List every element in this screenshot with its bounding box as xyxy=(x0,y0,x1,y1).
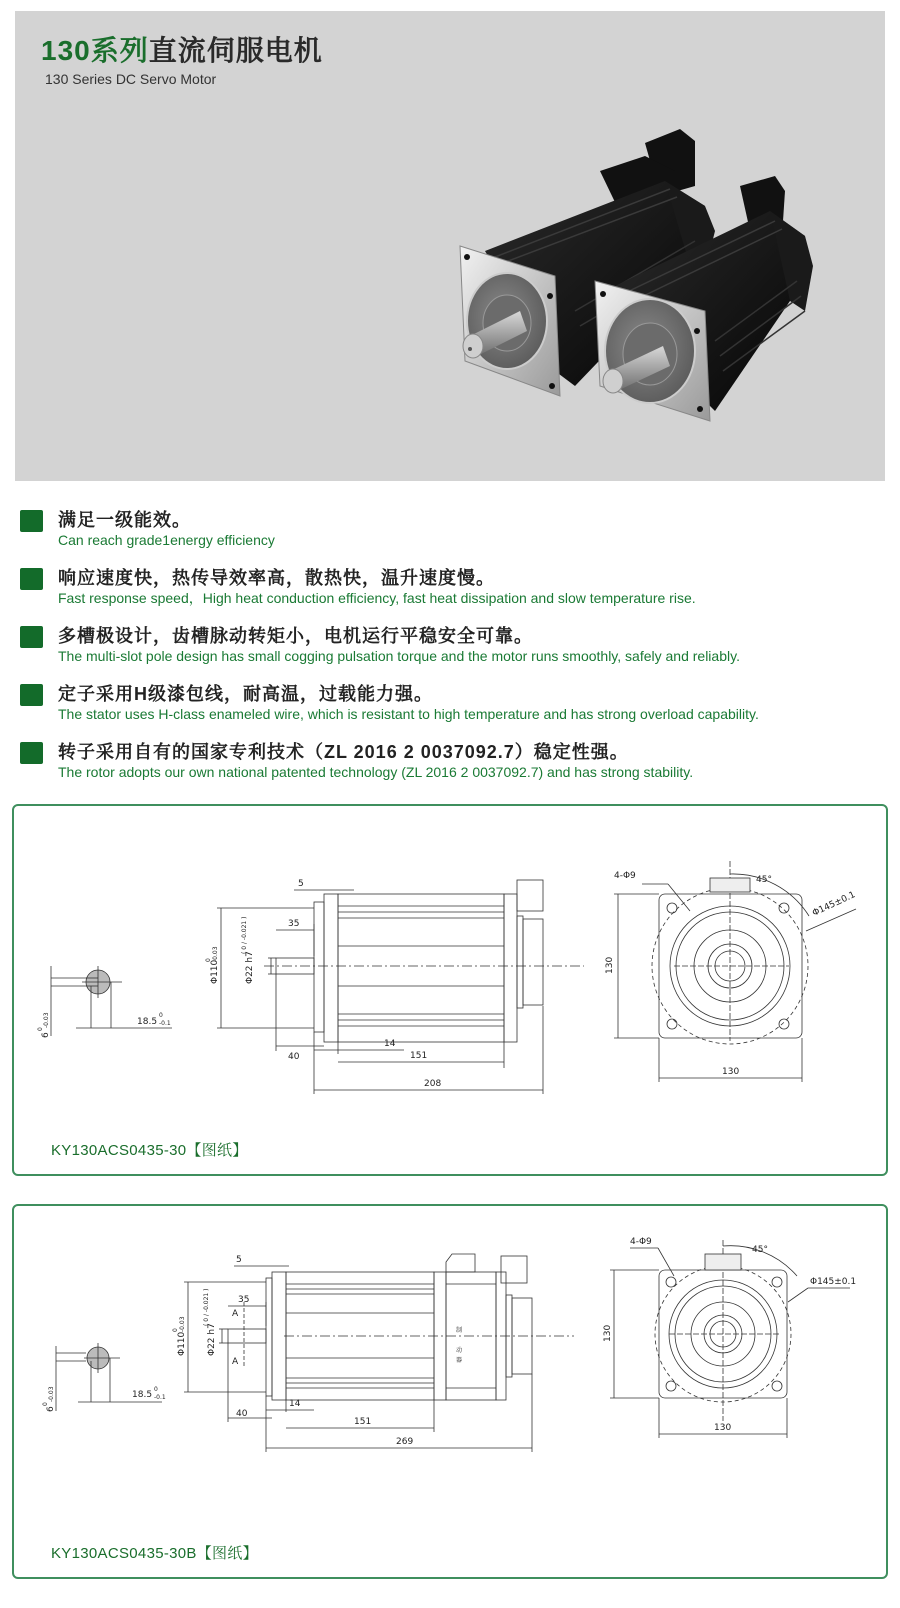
square-bullet-icon xyxy=(20,626,43,648)
dim-front-to-flange: 40 xyxy=(236,1409,248,1419)
feature-cn: 满足一级能效。 xyxy=(58,510,191,530)
dim-flange-thickness: 14 xyxy=(289,1399,301,1409)
technical-drawing-icon xyxy=(14,1206,890,1581)
shaft-section-view xyxy=(42,1343,166,1412)
title-highlight: 130系列 xyxy=(41,35,149,66)
feature-cn: 定子采用H级漆包线，耐高温，过载能力强。 xyxy=(58,684,433,704)
feature-cn: 多槽极设计，齿槽脉动转矩小，电机运行平稳安全可靠。 xyxy=(58,626,533,646)
dim-mounting-holes: 4-Φ9 xyxy=(614,871,636,881)
front-view xyxy=(603,1237,856,1438)
dim-body-length: 151 xyxy=(354,1417,372,1427)
dim-key-depth: 18.5 xyxy=(137,1017,158,1027)
dim-square-width: 130 xyxy=(714,1423,732,1433)
dim-shaft-dia: Φ22 h7 xyxy=(207,1323,217,1356)
dim-flange-gap: 5 xyxy=(236,1255,242,1265)
svg-text:0: 0 xyxy=(172,1328,179,1332)
svg-text:-0.1: -0.1 xyxy=(154,1394,166,1401)
dim-front-to-flange: 40 xyxy=(288,1052,300,1062)
svg-text:A: A xyxy=(232,1357,239,1367)
technical-drawing-icon xyxy=(14,806,890,1178)
svg-text:( 0 / -0.021 ): ( 0 / -0.021 ) xyxy=(203,1288,210,1326)
svg-text:0: 0 xyxy=(37,1027,44,1031)
dim-square-height: 130 xyxy=(605,956,615,974)
dim-total-length: 269 xyxy=(396,1437,414,1447)
svg-text:0: 0 xyxy=(205,958,212,962)
feature-en: Can reach grade1energy efficiency xyxy=(58,532,275,548)
dim-body-length: 151 xyxy=(410,1051,428,1061)
drawing-caption: KY130ACS0435-30B【图纸】 xyxy=(51,1545,258,1562)
dim-shaft-length: 35 xyxy=(288,919,300,929)
feature-item xyxy=(20,509,890,567)
dim-spigot-dia: Φ110 xyxy=(210,959,220,984)
svg-text:0: 0 xyxy=(154,1386,158,1393)
dim-flange-gap: 5 xyxy=(298,879,304,889)
square-bullet-icon xyxy=(20,568,43,590)
feature-en: The stator uses H-class enameled wire, which is resistant to high temperature and has strong overload capability. xyxy=(58,706,759,722)
feature-item xyxy=(20,683,890,741)
feature-item xyxy=(20,625,890,683)
svg-text:-0.1: -0.1 xyxy=(159,1020,171,1027)
dim-pcd: Φ145±0.1 xyxy=(811,890,858,919)
feature-cn: 转子采用自有的国家专利技术（ZL 2016 2 0037092.7）稳定性强。 xyxy=(58,742,629,762)
dim-angle: 45° xyxy=(752,1245,768,1255)
dim-key-depth: 18.5 xyxy=(132,1390,153,1400)
svg-text:器: 器 xyxy=(456,1357,463,1364)
svg-text:-0.03: -0.03 xyxy=(212,946,219,962)
dim-total-length: 208 xyxy=(424,1079,442,1089)
dim-flange-thickness: 14 xyxy=(384,1039,396,1049)
drawing-card-brake xyxy=(12,1204,888,1579)
title-rest: 直流伺服电机 xyxy=(148,35,323,66)
dim-square-width: 130 xyxy=(722,1067,740,1077)
section-mark-a: A xyxy=(232,1309,239,1319)
dim-shaft-dia: Φ22 h7 xyxy=(245,951,255,984)
feature-list xyxy=(20,509,890,799)
square-bullet-icon xyxy=(20,742,43,764)
svg-text:-0.03: -0.03 xyxy=(43,1012,50,1028)
dim-spigot-dia: Φ110 xyxy=(177,1331,187,1356)
dim-pcd: Φ145±0.1 xyxy=(810,1277,857,1287)
square-bullet-icon xyxy=(20,510,43,532)
front-view xyxy=(605,861,857,1082)
feature-en: The multi-slot pole design has small cogging pulsation torque and the motor runs smoothly, safely and reliably. xyxy=(58,648,740,664)
side-view xyxy=(205,879,584,1094)
page-title xyxy=(41,35,323,67)
side-view xyxy=(172,1254,574,1452)
hero-banner xyxy=(15,11,885,481)
svg-text:0: 0 xyxy=(159,1012,163,1019)
svg-text:0: 0 xyxy=(42,1402,49,1406)
drawing-card-standard xyxy=(12,804,888,1176)
feature-en: The rotor adopts our own national patented technology (ZL 2016 2 0037092.7) and has strong stability. xyxy=(58,764,694,780)
square-bullet-icon xyxy=(20,684,43,706)
svg-text:-0.03: -0.03 xyxy=(48,1386,55,1402)
dim-mounting-holes: 4-Φ9 xyxy=(630,1237,652,1247)
dim-square-height: 130 xyxy=(603,1324,613,1342)
page-subtitle: 130 Series DC Servo Motor xyxy=(45,71,217,87)
feature-item xyxy=(20,567,890,625)
feature-item xyxy=(20,741,890,799)
dim-key-width: 6 xyxy=(41,1032,51,1038)
brake-label: 制 xyxy=(456,1327,463,1334)
dim-shaft-length: 35 xyxy=(238,1295,250,1305)
svg-text:-0.03: -0.03 xyxy=(179,1316,186,1332)
dim-key-width: 6 xyxy=(46,1406,56,1412)
feature-cn: 响应速度快，热传导效率高，散热快，温升速度慢。 xyxy=(58,568,495,588)
svg-text:动: 动 xyxy=(456,1347,463,1354)
feature-en: Fast response speed，High heat conduction efficiency, fast heat dissipation and slow temperature rise. xyxy=(58,590,696,606)
shaft-section-view xyxy=(37,966,172,1038)
drawing-caption: KY130ACS0435-30【图纸】 xyxy=(51,1142,248,1159)
dim-angle: 45° xyxy=(756,875,772,885)
svg-text:( 0 / -0.021 ): ( 0 / -0.021 ) xyxy=(241,916,248,954)
